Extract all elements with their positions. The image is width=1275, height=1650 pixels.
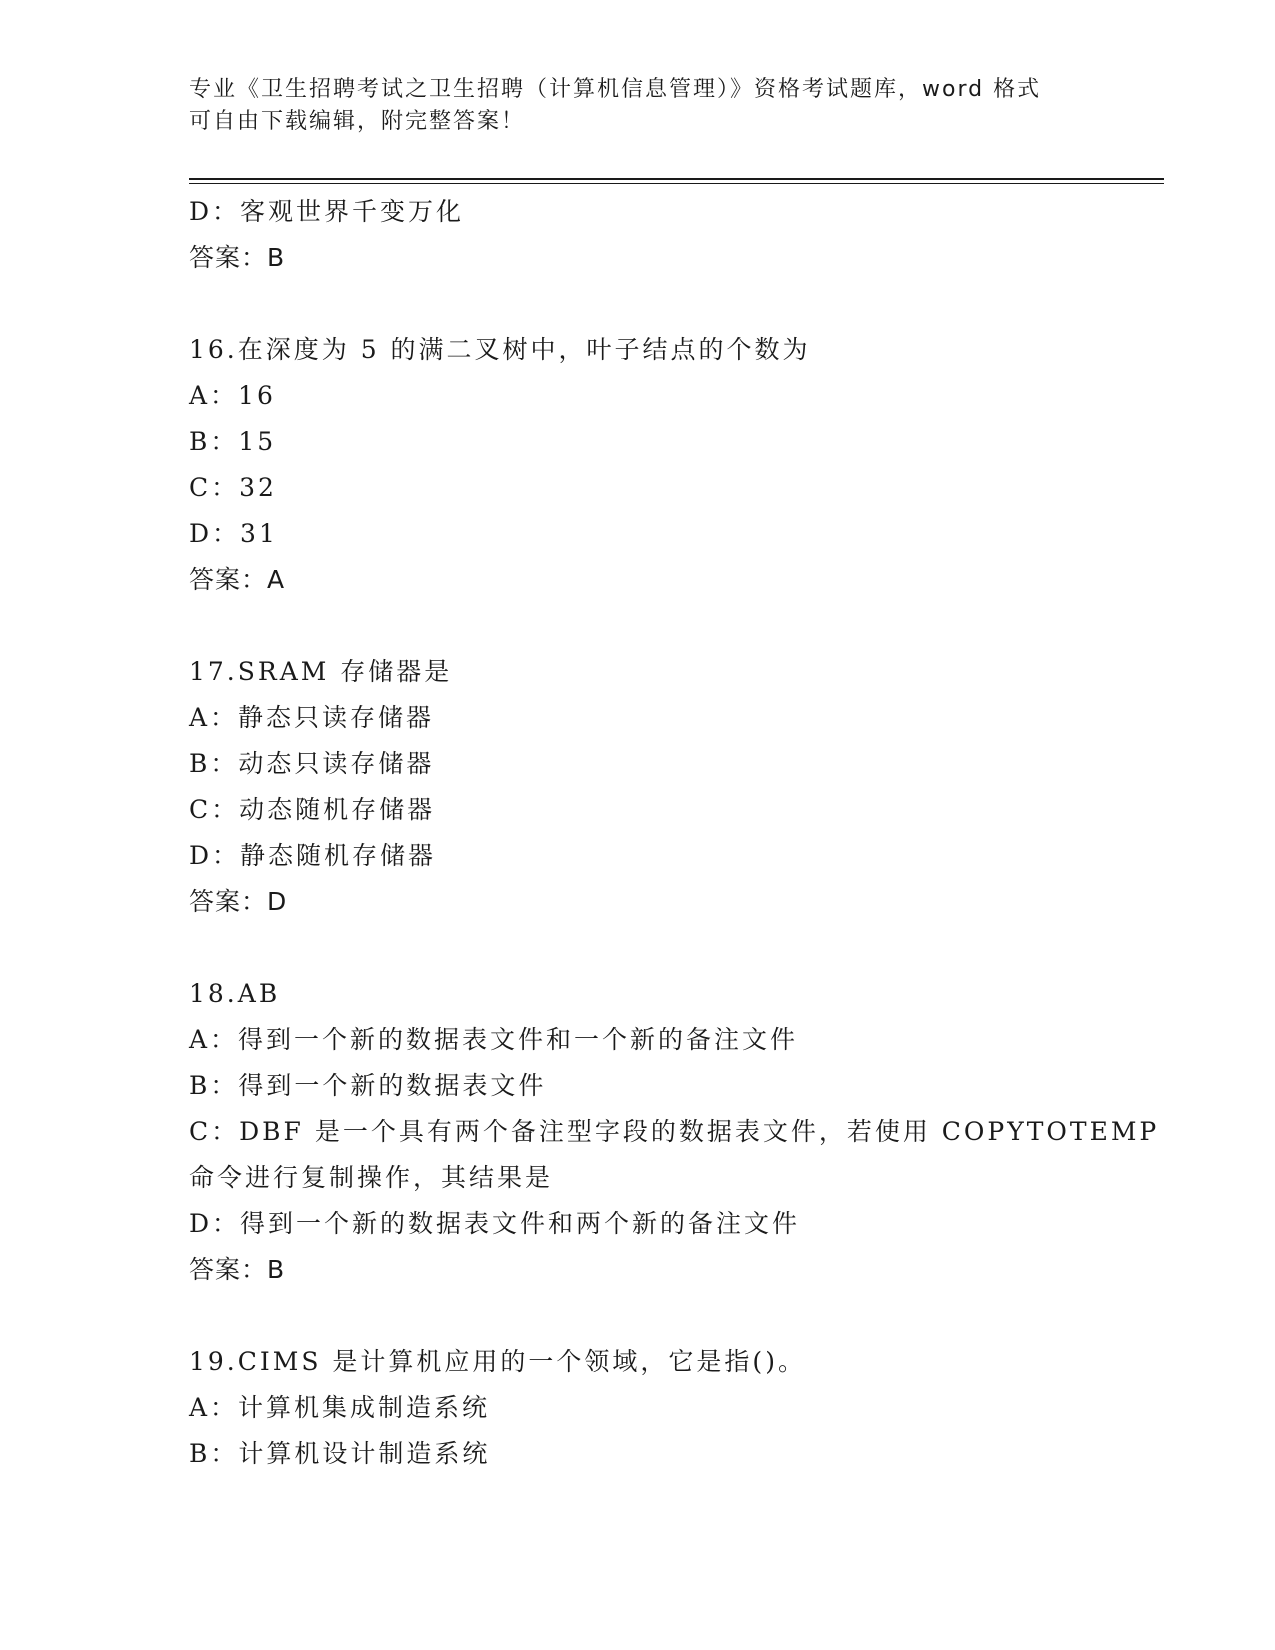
question-stem: 18.AB <box>189 979 281 1008</box>
answer-line: 答案：D <box>189 887 288 916</box>
option-line: D：客观世界千变万化 <box>189 197 465 226</box>
spacer <box>189 281 1089 327</box>
question-stem: 19.CIMS 是计算机应用的一个领域，它是指()。 <box>189 1347 806 1376</box>
option-line: C：动态随机存储器 <box>189 795 436 824</box>
option-line-continued: 命令进行复制操作，其结果是 <box>189 1163 554 1192</box>
option-line: D：得到一个新的数据表文件和两个新的备注文件 <box>189 1209 801 1238</box>
header-line-2: 可自由下载编辑，附完整答案！ <box>189 109 526 134</box>
answer-line: 答案：A <box>189 565 286 594</box>
option-line: D：静态随机存储器 <box>189 841 437 870</box>
header-divider-thick <box>189 178 1164 180</box>
question-list <box>189 189 1160 1477</box>
question-stem: 17.SRAM 存储器是 <box>189 657 453 686</box>
option-line: A：计算机集成制造系统 <box>189 1393 491 1422</box>
spacer <box>189 603 1089 649</box>
option-line: B：15 <box>189 427 277 456</box>
option-line: D：31 <box>189 519 278 548</box>
answer-line: 答案：B <box>189 243 286 272</box>
question-stem: 16.在深度为 5 的满二叉树中，叶子结点的个数为 <box>189 335 811 364</box>
option-line: A：静态只读存储器 <box>189 703 435 732</box>
answer-line: 答案：B <box>189 1255 286 1284</box>
document-header <box>189 74 1089 138</box>
option-line: C：DBF 是一个具有两个备注型字段的数据表文件，若使用 COPYTOTEMP <box>189 1117 1160 1146</box>
spacer <box>189 925 1089 971</box>
option-line: A：得到一个新的数据表文件和一个新的备注文件 <box>189 1025 799 1054</box>
option-line: A：16 <box>189 381 276 410</box>
option-line: B：得到一个新的数据表文件 <box>189 1071 547 1100</box>
option-line: B：动态只读存储器 <box>189 749 435 778</box>
header-line-1: 专业《卫生招聘考试之卫生招聘（计算机信息管理）》资格考试题库，word 格式 <box>189 77 1042 102</box>
spacer <box>189 1293 1089 1339</box>
option-line: B：计算机设计制造系统 <box>189 1439 491 1468</box>
header-divider-thin <box>189 183 1164 184</box>
option-line: C：32 <box>189 473 277 502</box>
